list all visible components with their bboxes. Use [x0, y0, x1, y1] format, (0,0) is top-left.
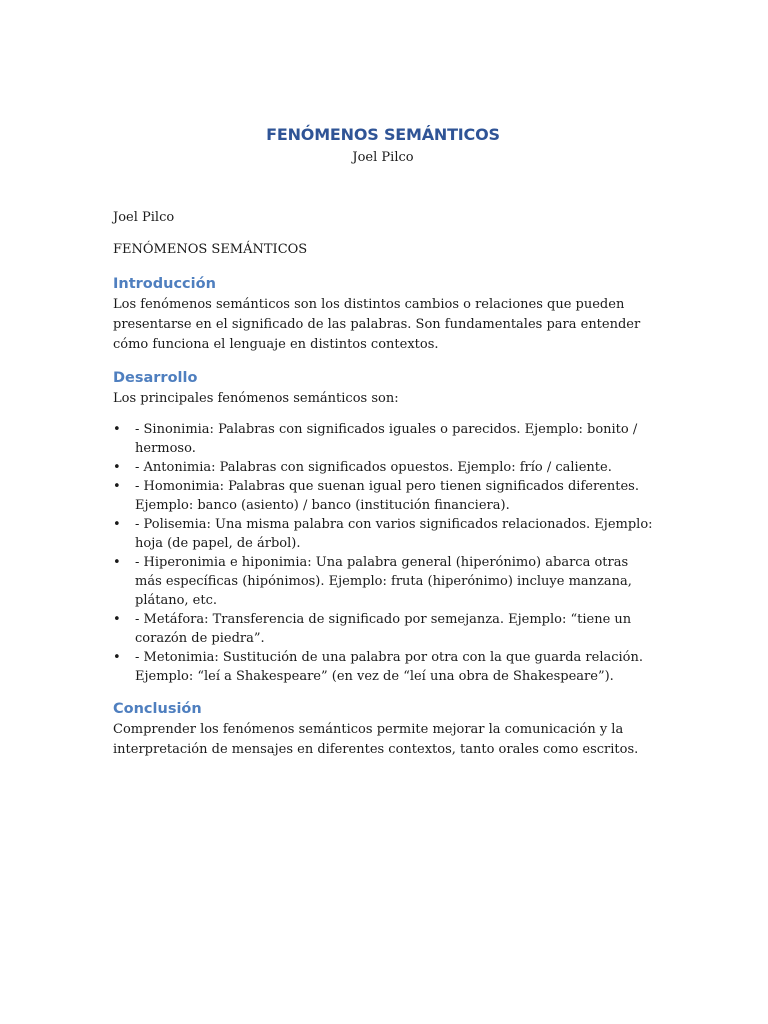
- list-item: [113, 458, 653, 477]
- section-desarrollo: [113, 368, 653, 686]
- bullet-icon: •: [113, 479, 121, 494]
- bullet-icon: •: [113, 460, 121, 475]
- bullet-icon: •: [113, 517, 121, 532]
- list-item: [113, 515, 653, 553]
- list-item-text: - Metáfora: Transferencia de significado por semejanza. Ejemplo: “tiene un corazón de piedra”.: [135, 612, 632, 646]
- list-item-text: - Homonimia: Palabras que suenan igual pero tienen significados diferentes. Ejemplo: banco (asiento) / banco (institución financiera).: [135, 479, 639, 513]
- paragraph-introduccion: Los fenómenos semánticos son los distintos cambios o relaciones que pueden presentarse en el significado de las palabras. Son fundamentales para entender cómo funciona el lenguaje en distintos contextos.: [113, 297, 641, 352]
- list-item: [113, 553, 653, 610]
- paragraph-desarrollo-intro: Los principales fenómenos semánticos son:: [113, 391, 399, 406]
- list-item-text: - Metonimia: Sustitución de una palabra por otra con la que guarda relación. Ejemplo: “leí a Shakespeare” (en vez de “leí una obra de Shakespeare”).: [135, 650, 643, 684]
- heading-conclusion: Conclusión: [113, 701, 202, 717]
- list-item: [113, 477, 653, 515]
- bullet-list: [113, 420, 653, 686]
- list-item-text: - Polisemia: Una misma palabra con varios significados relacionados. Ejemplo: hoja (de papel, de árbol).: [135, 517, 653, 551]
- heading-introduccion: Introducción: [113, 276, 216, 292]
- document-title: FENÓMENOS SEMÁNTICOS: [266, 125, 500, 144]
- bullet-icon: •: [113, 555, 121, 570]
- list-item-text: - Sinonimia: Palabras con significados iguales o parecidos. Ejemplo: bonito / hermoso.: [135, 422, 638, 456]
- title-line: FENÓMENOS SEMÁNTICOS: [113, 242, 308, 257]
- paragraph-conclusion: Comprender los fenómenos semánticos permite mejorar la comunicación y la interpretación de mensajes en diferentes contextos, tanto orales como escritos.: [113, 722, 639, 757]
- bullet-icon: •: [113, 422, 121, 437]
- bullet-icon: •: [113, 650, 121, 665]
- list-item-text: - Hiperonimia e hiponimia: Una palabra general (hiperónimo) abarca otras más específicas (hipónimos). Ejemplo: fruta (hiperónimo) incluye manzana, plátano, etc.: [135, 555, 632, 608]
- section-introduccion: [113, 274, 653, 355]
- bullet-icon: •: [113, 612, 121, 627]
- author-line: Joel Pilco: [113, 210, 175, 225]
- list-item: [113, 420, 653, 458]
- list-item: [113, 648, 653, 686]
- heading-desarrollo: Desarrollo: [113, 370, 198, 386]
- document-content: [113, 124, 653, 760]
- list-item-text: - Antonimia: Palabras con significados opuestos. Ejemplo: frío / caliente.: [135, 460, 612, 475]
- section-conclusion: [113, 699, 653, 760]
- list-item: [113, 610, 653, 648]
- document-author: Joel Pilco: [352, 150, 414, 165]
